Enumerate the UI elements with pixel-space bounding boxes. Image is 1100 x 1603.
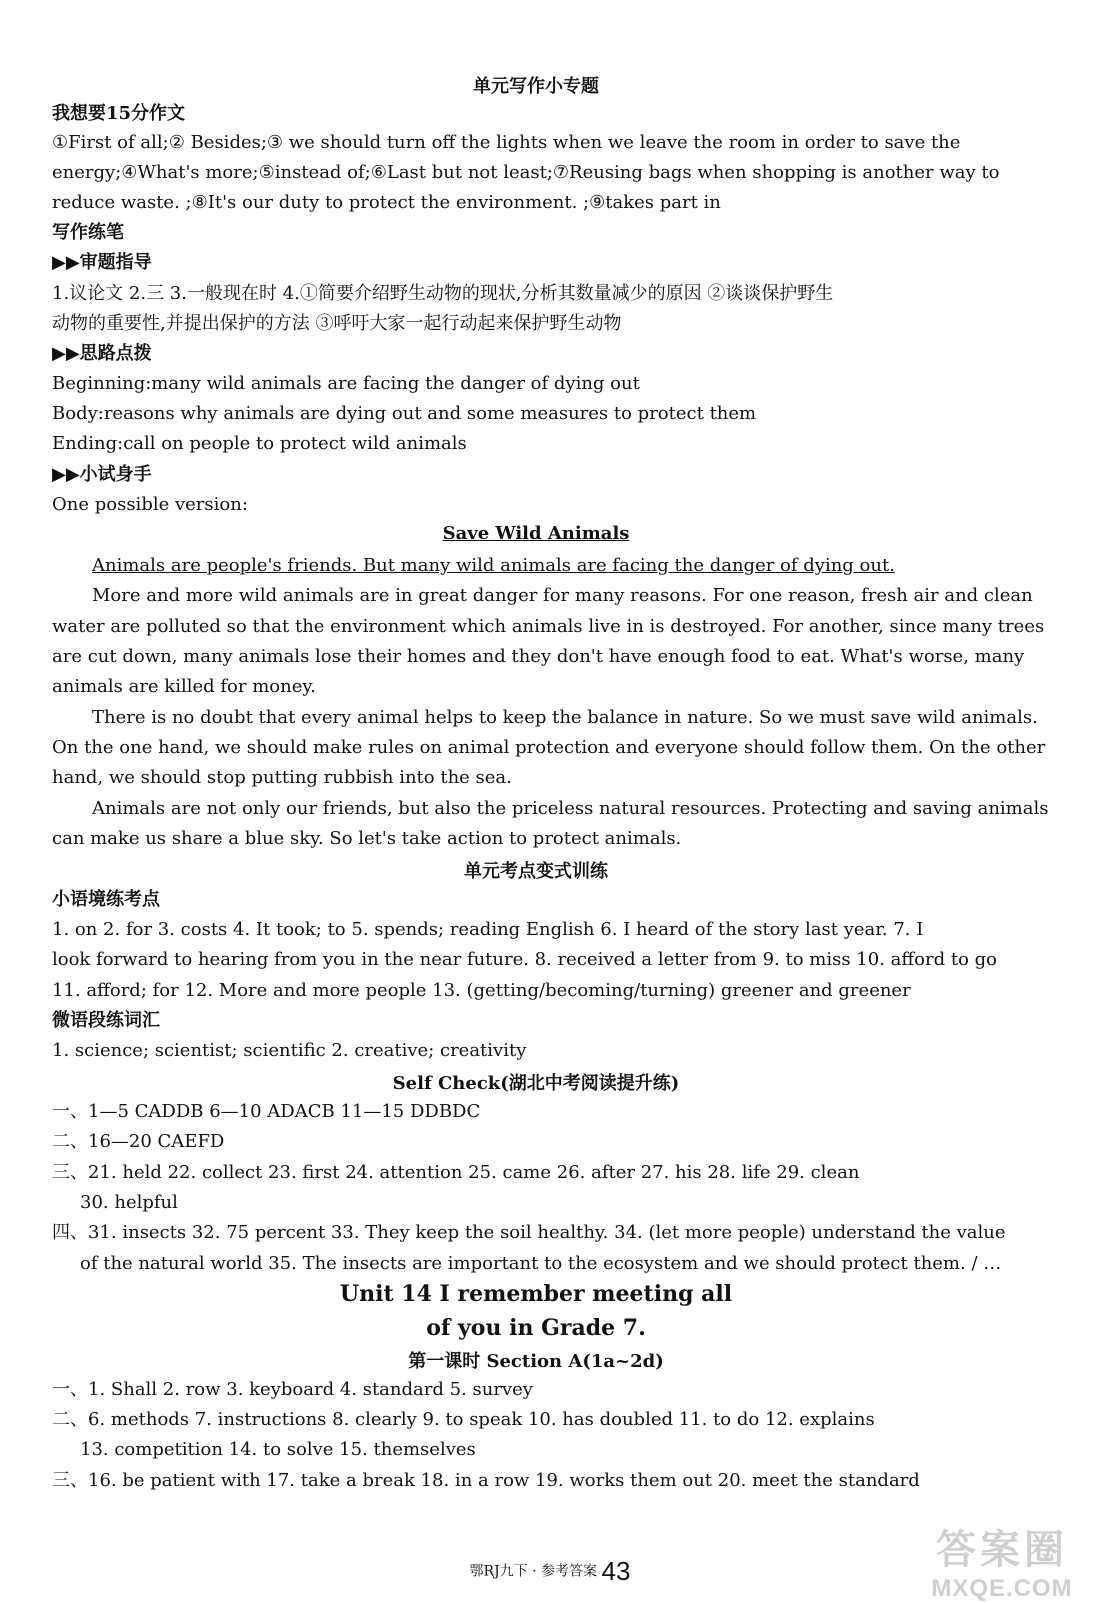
context-line: 1. on 2. for 3. costs 4. It took; to 5. spends; reading English 6. I heard of the story last year. 7. I [52,919,924,940]
heading-writing-practice: 写作练笔 [52,222,124,243]
review-line: 动物的重要性,并提出保护的方法 ③呼吁大家一起行动起来保护野生动物 [52,313,622,334]
unit14-line: 二、6. methods 7. instructions 8. clearly 9. to speak 10. has doubled 11. to do 12. explains [52,1409,875,1430]
review-line: 1.议论文 2.三 3.一般现在时 4.①简要介绍野生动物的现状,分析其数量减少的原因 ②谈谈保护野生 [52,283,834,304]
answer-line: energy;④What's more;⑤instead of;⑥Last but not least;⑦Reusing bags when shopping is another way to [52,162,1000,183]
answer-line: reduce waste. ;⑧It's our duty to protect the environment. ;⑨takes part in [52,192,721,213]
section-title-unit-training: 单元考点变式训练 [464,861,608,882]
essay-topic-sentence [52,553,1020,579]
essay-line: water are polluted so that the environment which animals live in is destroyed. For another, since many trees [52,616,1045,637]
answer-line: ①First of all;② Besides;③ we should turn off the lights when we leave the room in order to save the [52,132,961,153]
essay-line: On the one hand, we should make rules on animal protection and everyone should follow them. On the other [52,737,1046,758]
self-check-line: 四、31. insects 32. 75 percent 33. They keep the soil healthy. 34. (let more people) understand the value [52,1222,1006,1243]
unit-title-line1: Unit 14 I remember meeting all [339,1281,733,1307]
ideas-line: Body:reasons why animals are dying out and some measures to protect them [52,403,757,424]
essay-title-text: Save Wild Animals [442,523,630,544]
heading-ideas: ▶▶思路点拨 [52,343,152,364]
unit14-line: 三、16. be patient with 17. take a break 18. in a row 19. works them out 20. meet the standard [52,1470,920,1491]
self-check-line: 二、16—20 CAEFD [52,1131,225,1152]
heading-vocab: 微语段练词汇 [52,1010,160,1031]
self-check-line: of the natural world 35. The insects are important to the ecosystem and we should protect them. / … [80,1253,1002,1274]
essay-topic-text: Animals are people's friends. But many wild animals are facing the danger of dying out. [92,555,895,576]
heading-context: 小语境练考点 [52,889,160,910]
page-number: 43 [601,1556,631,1586]
heading-review-guide: ▶▶审题指导 [52,252,152,273]
heading-try: ▶▶小试身手 [52,464,152,485]
version-label: One possible version: [52,494,248,515]
unit-title-line2: of you in Grade 7. [426,1315,646,1341]
essay-line: There is no doubt that every animal helps to keep the balance in nature. So we must save wild animals. [92,707,1038,728]
watermark-logo [912,1518,1092,1603]
unit14-line: 13. competition 14. to solve 15. themselves [80,1439,476,1460]
essay-line: hand, we should stop putting rubbish into the sea. [52,767,512,788]
essay-line: animals are killed for money. [52,676,316,697]
footer-label: 鄂RJ九下 · 参考答案 [469,1563,598,1580]
unit14-line: 一、1. Shall 2. row 3. keyboard 4. standard 5. survey [52,1379,533,1400]
essay-title [52,523,1020,544]
watermark-text: 答案圈 [936,1528,1068,1572]
section-title-writing: 单元写作小专题 [473,76,599,97]
context-line: 11. afford; for 12. More and more people 13. (getting/becoming/turning) greener and greener [52,980,911,1001]
vocab-line: 1. science; scientist; scientific 2. creative; creativity [52,1040,527,1061]
self-check-line: 30. helpful [80,1192,178,1213]
self-check-line: 一、1—5 CADDB 6—10 ADACB 11—15 DDBDC [52,1101,481,1122]
lesson-title: 第一课时 Section A(1a~2d) [408,1351,664,1372]
watermark-url: MXQE.COM [931,1575,1073,1602]
essay-line: More and more wild animals are in great danger for many reasons. For one reason, fresh air and clean [92,585,1033,606]
essay-line: are cut down, many animals lose their homes and they don't have enough food to eat. What's worse, many [52,646,1025,667]
section-title-self-check: Self Check(湖北中考阅读提升练) [392,1073,680,1094]
ideas-line: Ending:call on people to protect wild animals [52,433,467,454]
context-line: look forward to hearing from you in the near future. 8. received a letter from 9. to miss 10. afford to go [52,949,998,970]
essay-line: Animals are not only our friends, but also the priceless natural resources. Protecting and saving animals [92,798,1049,819]
ideas-line: Beginning:many wild animals are facing the danger of dying out [52,373,640,394]
self-check-line: 三、21. held 22. collect 23. first 24. attention 25. came 26. after 27. his 28. life 29. clean [52,1162,860,1183]
essay-line: can make us share a blue sky. So let's take action to protect animals. [52,828,682,849]
heading-15-point-essay: 我想要15分作文 [52,103,186,124]
